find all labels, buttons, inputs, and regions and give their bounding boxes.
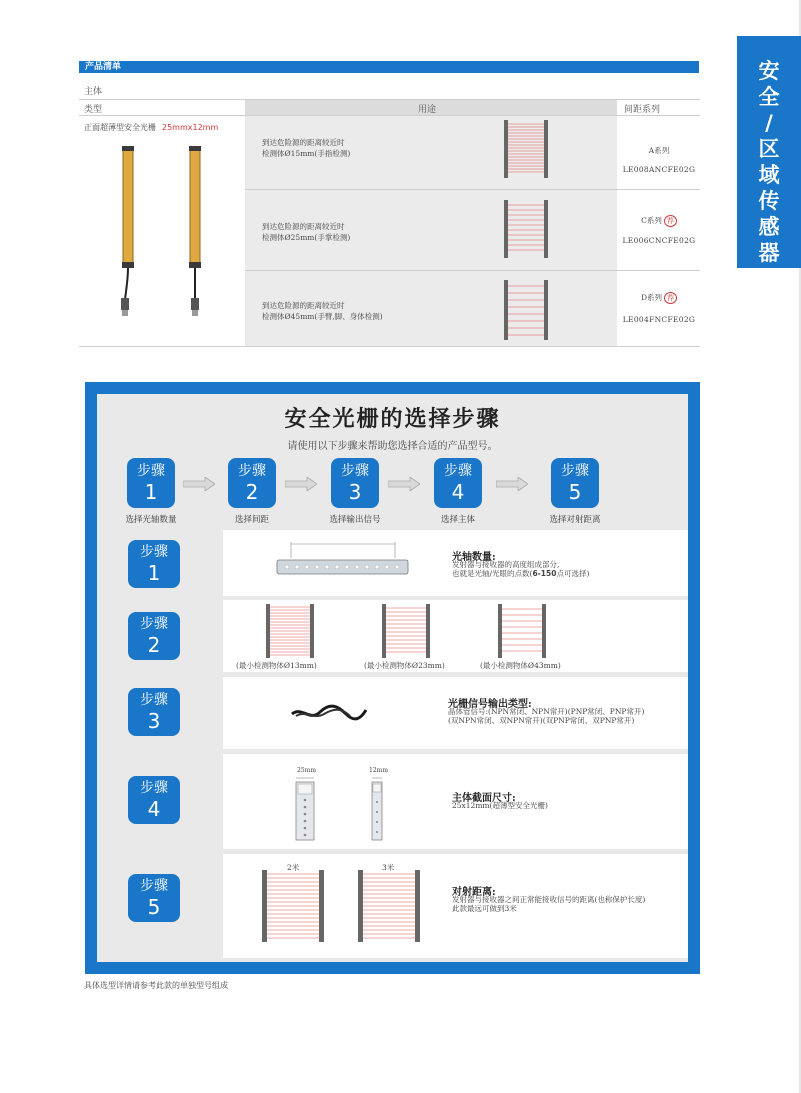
dim-width-label: 25mm [297,767,317,774]
step4-title: 主体截面尺寸: [452,793,516,804]
step-badge-1: 步骤 1 [128,540,180,588]
top-step-2: 步骤 2 [228,458,276,508]
signal-cable-image [288,700,370,726]
product-list-subheader: 主体 [84,87,103,97]
product-list-title: 产品清单 [85,62,122,72]
top-step-4-label: 选择主体 [440,515,475,525]
step-badge-2: 步骤 2 [128,612,180,660]
pitch-caption-23: (最小检测物体Ø23mm) [364,661,445,670]
series-name-d: D系列 荐 [618,292,700,304]
footnote: 具体选型详情请参考此款的单独型号组成 [84,981,228,990]
side-tab-title: 安 全 / 区 域 传 感 器 [758,59,780,265]
step-badge-3: 步骤 3 [128,688,180,736]
type-label: 正面超薄型安全光栅 25mmx12mm [84,123,219,132]
pitch-caption-13: (最小检测物体Ø13mm) [236,661,317,670]
step5-title: 对射距离: [452,887,496,898]
step3-title: 光栅信号输出类型: [448,699,532,710]
row-separator [245,189,700,190]
step1-title: 光轴数量: [452,552,496,563]
side-tab [737,36,801,268]
table-header-rule [79,115,700,116]
step-badge-5: 步骤 5 [128,874,180,922]
light-curtain-icon-a [500,118,552,180]
top-step-3: 步骤 3 [331,458,379,508]
series-name-a: A系列 [648,146,670,155]
series-code-a: LE008ANCFE02G [622,165,696,174]
step5-desc: 发射器与接收器之间正常能接收信号的距离(也称保护长度) 此款最远可做到3米 [452,895,646,913]
distance-label-3m: 3米 [382,863,395,872]
steps-subtitle: 请使用以下步骤来帮助您选择合适的产品型号。 [287,441,498,452]
steps-title: 安全光栅的选择步骤 [284,407,501,432]
column-header-type: 类型 [84,105,103,115]
top-step-3-label: 选择输出信号 [329,515,381,525]
usage-row-2: 到达危险源的距离较近时 检测体Ø25mm(手掌检测) [262,222,351,242]
step1-desc: 发射器与接收器的高度组成部分, 也就是光轴/光眼的点数(6-150点可选择) [452,560,590,578]
column-header-series: 间距系列 [624,105,661,115]
usage-row-3: 到达危险源的距离较近时 检测体Ø45mm(手臂,脚、身体检测) [262,301,383,321]
light-axis-bar-image [275,540,410,580]
series-code-d: LE004FNCFE02G [622,315,696,324]
pitch-caption-43: (最小检测物体Ø43mm) [480,661,561,670]
type-size: 25mmx12mm [162,123,219,132]
top-step-5-label: 选择对射距离 [549,515,601,525]
curtain-pitch-23-image [380,602,432,660]
receiver-bar [189,146,201,316]
recommended-badge: 荐 [664,292,677,304]
row-separator [245,270,700,271]
step4-desc: 25x12mm(超薄型安全光栅) [452,801,548,810]
dim-depth-label: 12mm [369,767,389,774]
distance-2m-image [260,868,326,944]
step3-desc: 晶体管信号:(NPN常闭、NPN常开)(PNP常闭、PNP常开) (双NPN常闭、双NPN常开)(双PNP常闭、双PNP常开) [448,707,645,725]
distance-label-2m: 2米 [287,863,300,872]
product-list-header-bar [79,61,699,73]
distance-3m-image [356,868,422,944]
light-curtain-icon-d [500,278,552,342]
recommended-badge: 荐 [664,215,677,227]
light-curtain-icon-c [500,198,552,260]
curtain-pitch-43-image [496,602,548,660]
series-name-c: C系列 荐 [618,215,700,227]
top-step-5: 步骤 5 [551,458,599,508]
emitter-bar [121,146,134,316]
arrow-right-icon [496,477,528,491]
top-step-2-label: 选择间距 [234,515,269,525]
arrow-right-icon [183,477,215,491]
arrow-right-icon [388,477,420,491]
step-badge-4: 步骤 4 [128,776,180,824]
arrow-right-icon [285,477,317,491]
top-step-4: 步骤 4 [434,458,482,508]
column-header-usage: 用途 [418,105,437,115]
usage-row-1: 到达危险源的距离较近时 检测体Ø15mm(手指检测) [262,138,351,158]
light-curtain-product-image [100,140,220,330]
series-code-c: LE006CNCFE02G [622,236,696,245]
section-dimension-image [290,776,390,842]
top-step-1: 步骤 1 [127,458,175,508]
curtain-pitch-13-image [264,602,316,660]
table-bottom-rule [79,346,700,347]
top-step-1-label: 选择光轴数量 [125,515,177,525]
